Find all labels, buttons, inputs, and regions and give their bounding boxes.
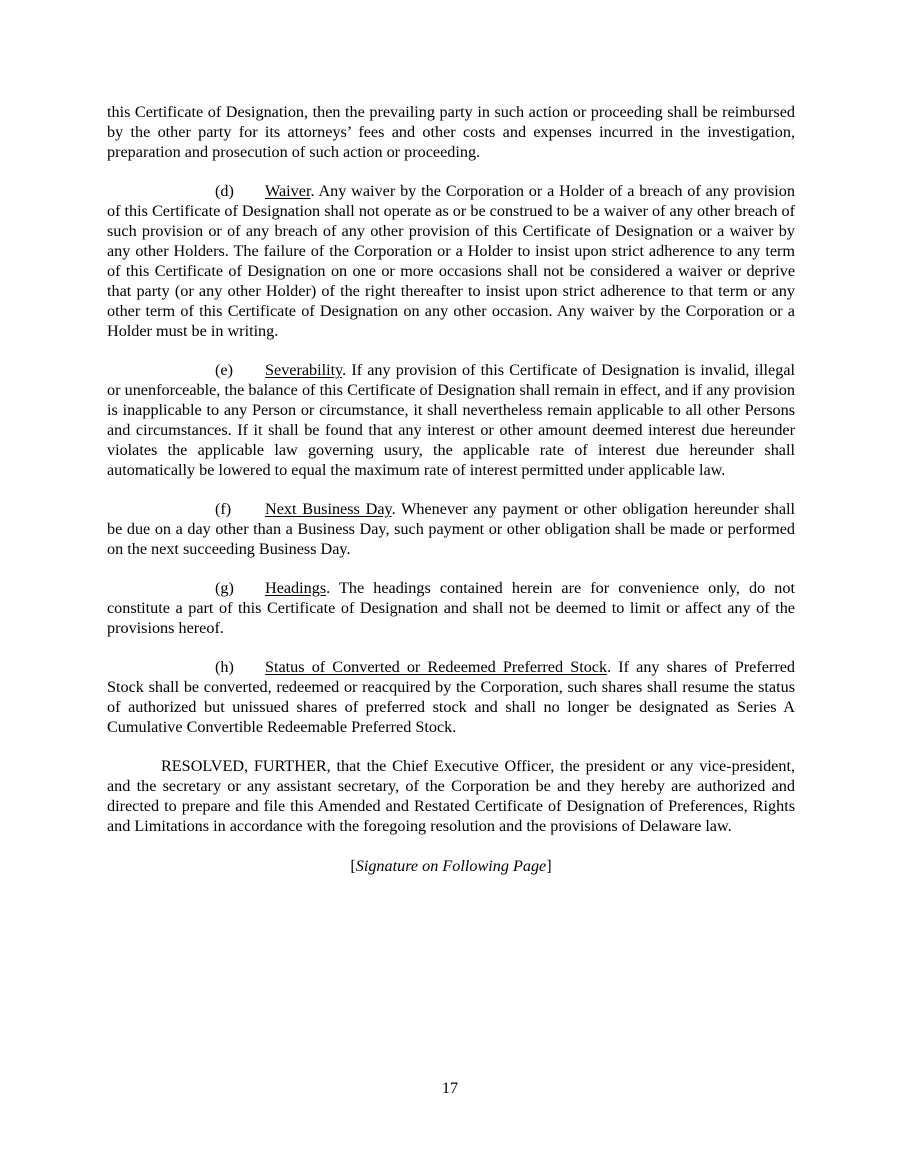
document-page	[107, 102, 795, 892]
section-heading: Headings	[265, 579, 327, 597]
section-heading: Severability	[265, 361, 343, 379]
section-label: (f)	[215, 500, 232, 518]
section-text: . Whenever any payment or other obligation hereunder shall be due on a day other than a Business Day, such payment or other obligation shall be made or performed on the next succeeding Business Day.	[107, 500, 796, 558]
section-text: . If any shares of Preferred Stock shall be converted, redeemed or reacquired by the Corporation, such shares shall resume the status of authorized but unissued shares of preferred stock and shall no longer be designated as Series A Cumulative Convertible Redeemable Preferred Stock.	[107, 658, 796, 736]
intro-paragraph: this Certificate of Designation, then the prevailing party in such action or proceeding shall be reimbursed by the other party for its attorneys’ fees and other costs and expenses incurred in the investigation, preparation and prosecution of such action or proceeding.	[107, 103, 795, 161]
section-headings	[107, 578, 795, 638]
section-heading: Status of Converted or Redeemed Preferred Stock	[265, 658, 608, 676]
section-label: (h)	[215, 658, 234, 676]
resolved-paragraph: RESOLVED, FURTHER, that the Chief Executive Officer, the president or any vice-president, and the secretary or any assistant secretary, of the Corporation be and they hereby are authorized and directed to prepare and file this Amended and Restated Certificate of Designation of Preferences, Rights and Limitations in accordance with the foregoing resolution and the provisions of Delaware law.	[107, 757, 795, 835]
section-text: . If any provision of this Certificate of Designation is invalid, illegal or unenforceable, the balance of this Certificate of Designation shall remain in effect, and if any provision is inapplicable to any Person or circumstance, it shall nevertheless remain applicable to all other Persons and circumstances. If it shall be found that any interest or other amount deemed interest due hereunder violates the applicable law governing usury, the applicable rate of interest due hereunder shall automatically be lowered to equal the maximum rate of interest permitted under applicable law.	[107, 361, 795, 479]
signature-note-open-bracket: [	[350, 857, 356, 875]
signature-note-close-bracket: ]	[546, 857, 552, 875]
section-label: (d)	[215, 182, 234, 200]
section-status-of-converted-stock	[107, 657, 795, 737]
section-heading: Waiver	[265, 182, 311, 200]
signature-note	[107, 856, 795, 876]
section-text: . Any waiver by the Corporation or a Holder of a breach of any provision of this Certificate of Designation shall not operate as or be construed to be a waiver of any other breach of such provision or of any breach of any other provision of this Certificate of Designation or a waiver by any other Holders. The failure of the Corporation or a Holder to insist upon strict adherence to any term of this Certificate of Designation on one or more occasions shall not be considered a waiver or deprive that party (or any other Holder) of the right thereafter to insist upon strict adherence to that term or any other term of this Certificate of Designation on any other occasion. Any waiver by the Corporation or a Holder must be in writing.	[107, 182, 795, 340]
section-next-business-day	[107, 499, 795, 559]
section-heading: Next Business Day	[265, 500, 392, 518]
signature-note-text: Signature on Following Page	[355, 857, 547, 875]
page-number: 17	[441, 1079, 459, 1097]
section-text: . The headings contained herein are for convenience only, do not constitute a part of this Certificate of Designation and shall not be deemed to limit or affect any of the provisions hereof.	[107, 579, 795, 637]
section-label: (e)	[215, 361, 233, 379]
section-label: (g)	[215, 579, 234, 597]
section-waiver	[107, 181, 795, 341]
section-severability	[107, 360, 795, 480]
